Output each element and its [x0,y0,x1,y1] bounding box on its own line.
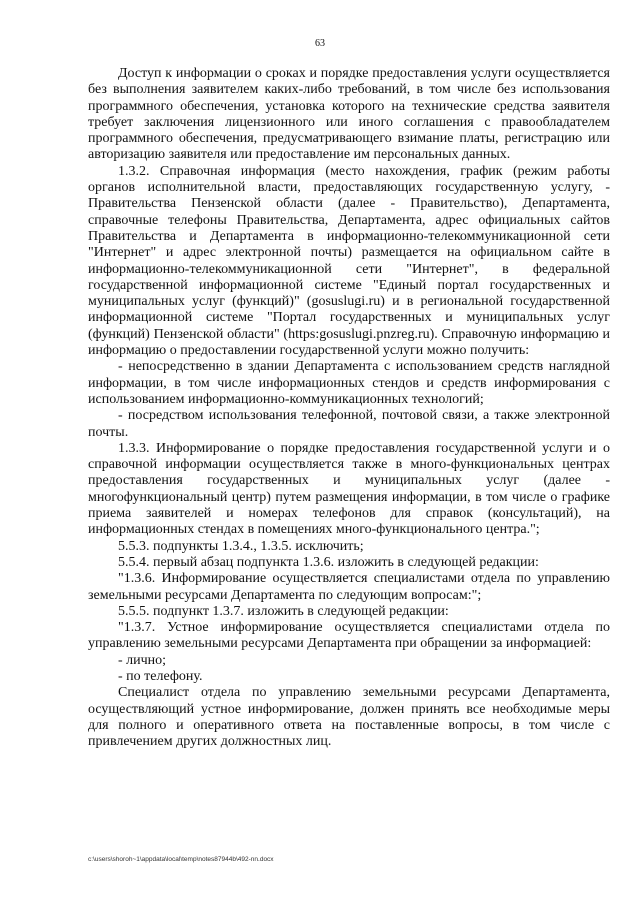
list-item-in-person: - лично; [118,652,167,668]
paragraph-1-3-6: "1.3.6. Информирование осуществляется специалистами отдела по управлению земельными ресурсами Департамента по следующим вопросам:"; [88,571,610,603]
paragraph-5-5-4: 5.5.4. первый абзац подпункта 1.3.6. изложить в следующей редакции: [118,554,539,570]
document-body [88,66,610,750]
paragraph-5-5-3: 5.5.3. подпункты 1.3.4., 1.3.5. исключить; [118,538,364,554]
page-number: 63 [315,38,325,49]
paragraph-specialist: Специалист отдела по управлению земельными ресурсами Департамента, осуществляющий устное информирование, должен принять все необходимые меры для полного и оперативного ответа на поставленные вопросы, в том числе с привлечением других должностных лиц. [88,685,610,750]
paragraph-1-3-2: 1.3.2. Справочная информация (место нахождения, график (режим работы органов исполнительной власти, предоставляющих государственную услугу, - Правительства Пензенской области (далее - Правительство), Департамента, справочные телефоны Правительства, Департамента, адрес официальных сайтов Правительства и Департамента в информационно-телекоммуникационной сети "Интернет" и адрес электронной почты) размещается на официальном сайте в информационно-телекоммуникационной сети "Интернет", в федеральной государственной информационной системе "Единый портал государственных и муниципальных услуг (функций)" (gosuslugi.ru) и в региональной государственной информационной системе "Портал государственных и муниципальных услуг (функций) Пензенской области" (https:gosuslugi.pnzreg.ru). Справочную информацию и информацию о предоставлении государственной услуги можно получить: [88,163,610,359]
paragraph-access-info: Доступ к информации о сроках и порядке предоставления услуги осуществляется без выполнения заявителем каких-либо требований, в том числе без использования программного обеспечения, установка которого на технические средства заявителя требует заключения лицензионного или иного соглашения с правообладателем программного обеспечения, предусматривающего взимание платы, регистрацию или авторизацию заявителя или предоставление им персональных данных. [88,66,610,163]
footer-file-path: c:\users\shoroh~1\appdata\local\temp\notes87944b\492-nn.docx [88,856,274,863]
list-item-by-telephone: - по телефону. [118,668,203,684]
paragraph-5-5-5: 5.5.5. подпункт 1.3.7. изложить в следующей редакции: [118,603,449,619]
list-item-by-phone-mail: - посредством использования телефонной, почтовой связи, а также электронной почты. [88,408,610,440]
paragraph-1-3-7: "1.3.7. Устное информирование осуществляется специалистами отдела по управлению земельными ресурсами Департамента при обращении за информацией: [88,620,610,652]
list-item-in-building: - непосредственно в здании Департамента с использованием средств наглядной информации, в том числе информационных стендов и средств информирования с использованием информационно-коммуникационных технологий; [88,359,610,407]
paragraph-1-3-3: 1.3.3. Информирование о порядке предоставления государственной услуги и о справочной информации осуществляется также в много-функциональных центрах предоставления государственных и муниципальных услуг (далее - многофункциональный центр) путем размещения информации, в том числе о графике приема заявителей и номерах телефонов для справок (консультаций), на информационных стендах в помещениях много-функционального центра."; [88,440,610,538]
